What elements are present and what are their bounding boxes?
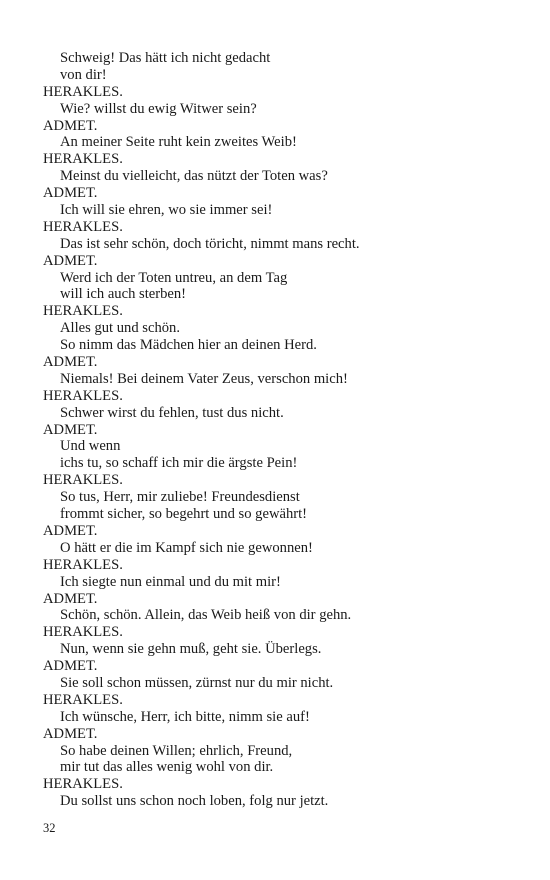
speaker-name: ADMET. <box>43 117 98 134</box>
verse-line: Niemals! Bei deinem Vater Zeus, verschon mich! <box>60 370 348 387</box>
speaker-name: HERAKLES. <box>43 303 123 320</box>
speaker-name: HERAKLES. <box>43 387 123 404</box>
verse-line: Werd ich der Toten untreu, an dem Tag <box>60 269 288 286</box>
speaker-name: HERAKLES. <box>43 151 123 168</box>
speaker-name: ADMET. <box>43 185 98 202</box>
speaker-name: HERAKLES. <box>43 691 123 708</box>
verse-line: Nun, wenn sie gehn muß, geht sie. Überlegs. <box>60 641 322 658</box>
verse-line: Ich siegte nun einmal und du mit mir! <box>60 573 281 590</box>
speaker-name: ADMET. <box>43 590 98 607</box>
verse-line: So habe deinen Willen; ehrlich, Freund, <box>60 742 293 759</box>
speaker-name: HERAKLES. <box>43 624 123 641</box>
verse-line: ichs tu, so schaff ich mir die ärgste Pein! <box>60 455 298 472</box>
dialogue-text <box>43 50 513 810</box>
speaker-name: ADMET. <box>43 522 98 539</box>
speaker-name: ADMET. <box>43 725 98 742</box>
verse-line: Schweig! Das hätt ich nicht gedacht <box>60 50 271 66</box>
page-number: 32 <box>43 821 56 835</box>
verse-line: von dir! <box>60 66 107 83</box>
verse-line: Das ist sehr schön, doch töricht, nimmt mans recht. <box>60 235 360 252</box>
verse-line: Wie? willst du ewig Witwer sein? <box>60 100 257 117</box>
verse-line: will ich auch sterben! <box>60 286 187 303</box>
speaker-name: ADMET. <box>43 252 98 269</box>
speaker-name: HERAKLES. <box>43 776 123 793</box>
verse-line: Ich wünsche, Herr, ich bitte, nimm sie auf! <box>60 708 310 725</box>
verse-line: Du sollst uns schon noch loben, folg nur jetzt. <box>60 793 329 810</box>
verse-line: O hätt er die im Kampf sich nie gewonnen! <box>60 539 313 556</box>
verse-line: Und wenn <box>60 438 121 455</box>
verse-line: An meiner Seite ruht kein zweites Weib! <box>60 134 297 151</box>
speaker-name: HERAKLES. <box>43 556 123 573</box>
speaker-name: ADMET. <box>43 354 98 371</box>
speaker-name: ADMET. <box>43 421 98 438</box>
verse-line: Alles gut und schön. <box>60 320 180 337</box>
verse-line: So tus, Herr, mir zuliebe! Freundesdienst <box>60 489 300 506</box>
verse-line: Meinst du vielleicht, das nützt der Toten was? <box>60 168 328 185</box>
speaker-name: HERAKLES. <box>43 83 123 100</box>
verse-line: frommt sicher, so begehrt und so gewährt! <box>60 506 308 523</box>
speaker-name: HERAKLES. <box>43 218 123 235</box>
speaker-name: ADMET. <box>43 658 98 675</box>
verse-line: mir tut das alles wenig wohl von dir. <box>60 759 274 776</box>
verse-line: Schön, schön. Allein, das Weib heiß von dir gehn. <box>60 607 352 624</box>
verse-line: Sie soll schon müssen, zürnst nur du mir nicht. <box>60 674 334 691</box>
verse-line: So nimm das Mädchen hier an deinen Herd. <box>60 337 317 354</box>
verse-line: Ich will sie ehren, wo sie immer sei! <box>60 202 273 219</box>
verse-line: Schwer wirst du fehlen, tust dus nicht. <box>60 404 284 421</box>
speaker-name: HERAKLES. <box>43 472 123 489</box>
